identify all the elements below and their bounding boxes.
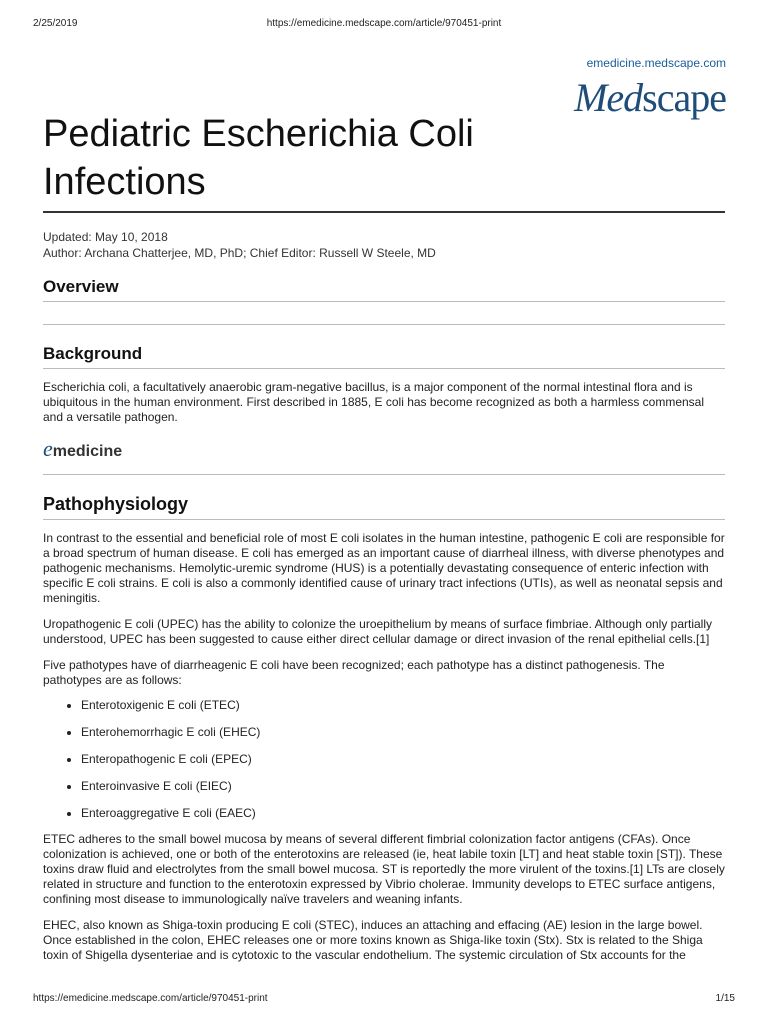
- print-header-url: https://emedicine.medscape.com/article/970451-print: [266, 18, 502, 29]
- list-item-text: Enteroaggregative E coli (EAEC): [81, 806, 256, 820]
- bullet-dot: [67, 704, 71, 708]
- updated-date: Updated: May 10, 2018: [43, 230, 168, 244]
- page-number: 1/15: [715, 993, 735, 1004]
- list-item-text: Enterohemorrhagic E coli (EHEC): [81, 725, 261, 739]
- pathotype-list: [43, 698, 260, 833]
- list-item-text: Enterotoxigenic E coli (ETEC): [81, 698, 240, 712]
- logo-part-scape: scape: [642, 75, 726, 120]
- section-heading-pathophysiology: Pathophysiology: [43, 494, 189, 514]
- section-heading-background: Background: [43, 344, 143, 363]
- emedicine-logo: [43, 436, 122, 462]
- author-line: Author: Archana Chatterjee, MD, PhD; Chief Editor: Russell W Steele, MD: [43, 246, 436, 260]
- title-divider: [43, 211, 725, 213]
- logo-part-med: Med: [574, 75, 643, 120]
- divider: [43, 301, 725, 302]
- emedicine-logo-e: e: [43, 436, 53, 461]
- pathophysiology-paragraph-4: ETEC adheres to the small bowel mucosa by means of several different fimbrial colonization factor antigens (CFAs). Once colonization is achieved, one or both of the enterotoxins are released (ie, heat labile toxin [LT] and heat stable toxin [ST]). These toxins draw fluid and electrolytes from the small bowel mucosa. ST is reportedly the more virulent of the toxins.[1] LTs are closely related in structure and function to the enterotoxin expressed by Vibrio cholerae. Immunity develops to ETEC surface antigens, confining most disease to immunologically naïve travelers and weaning infants.: [43, 832, 725, 906]
- list-item-text: Enteropathogenic E coli (EPEC): [81, 752, 252, 766]
- list-item: [43, 698, 260, 725]
- bullet-dot: [67, 731, 71, 735]
- bullet-dot: [67, 812, 71, 816]
- divider: [43, 519, 725, 520]
- print-footer-url: https://emedicine.medscape.com/article/970451-print: [33, 993, 268, 1004]
- list-item: [43, 779, 260, 806]
- divider: [43, 474, 725, 475]
- divider: [43, 368, 725, 369]
- print-date: 2/25/2019: [33, 18, 78, 29]
- pathophysiology-paragraph-1: In contrast to the essential and beneficial role of most E coli isolates in the human intestine, pathogenic E coli are responsible for a broad spectrum of human disease. E coli has emerged as an important cause of diarrheal illness, with diverse phenotypes and pathogenic mechanisms. Hemolytic-uremic syndrome (HUS) is a potentially devastating consequence of enteric infection with specific E coli strains. E coli is also a commonly identified cause of urinary tract infections (UTIs), as well as neonatal sepsis and meningitis.: [43, 531, 725, 605]
- divider: [43, 324, 725, 325]
- list-item-text: Enteroinvasive E coli (EIEC): [81, 779, 232, 793]
- pathophysiology-paragraph-3: Five pathotypes have of diarrheagenic E coli have been recognized; each pathotype has a distinct pathogenesis. The pathotypes are as follows:: [43, 658, 665, 687]
- article-meta: [43, 229, 436, 261]
- pathophysiology-paragraph-2: Uropathogenic E coli (UPEC) has the ability to colonize the uroepithelium by means of surface fimbriae. Although only partially understood, UPEC has been suggested to cause either direct cellular damage or direct invasion of the renal epithelial cells.[1]: [43, 617, 713, 646]
- list-item: [43, 752, 260, 779]
- site-link[interactable]: emedicine.medscape.com: [586, 56, 726, 70]
- bullet-dot: [67, 758, 71, 762]
- list-item: [43, 725, 260, 752]
- bullet-dot: [67, 785, 71, 789]
- section-heading-overview: Overview: [43, 277, 119, 296]
- emedicine-logo-text: medicine: [52, 443, 123, 460]
- list-item: [43, 806, 260, 833]
- pathophysiology-paragraph-5: EHEC, also known as Shiga-toxin producing E coli (STEC), induces an attaching and effacing (AE) lesion in the large bowel. Once established in the colon, EHEC releases one or more toxins known as Shiga-like toxin (Stx). Stx is related to the Shiga toxin of Shigella dysenteriae and is cytotoxic to the vascular endothelium. The systemic circulation of Stx accounts for the: [43, 918, 703, 962]
- background-paragraph: Escherichia coli, a facultatively anaerobic gram-negative bacillus, is a major component of the normal intestinal flora and is ubiquitous in the human environment. First described in 1885, E coli has become recognized as both a harmless commensal and a versatile pathogen.: [43, 380, 705, 424]
- article-title: Pediatric Escherichia Coli Infections: [43, 113, 474, 203]
